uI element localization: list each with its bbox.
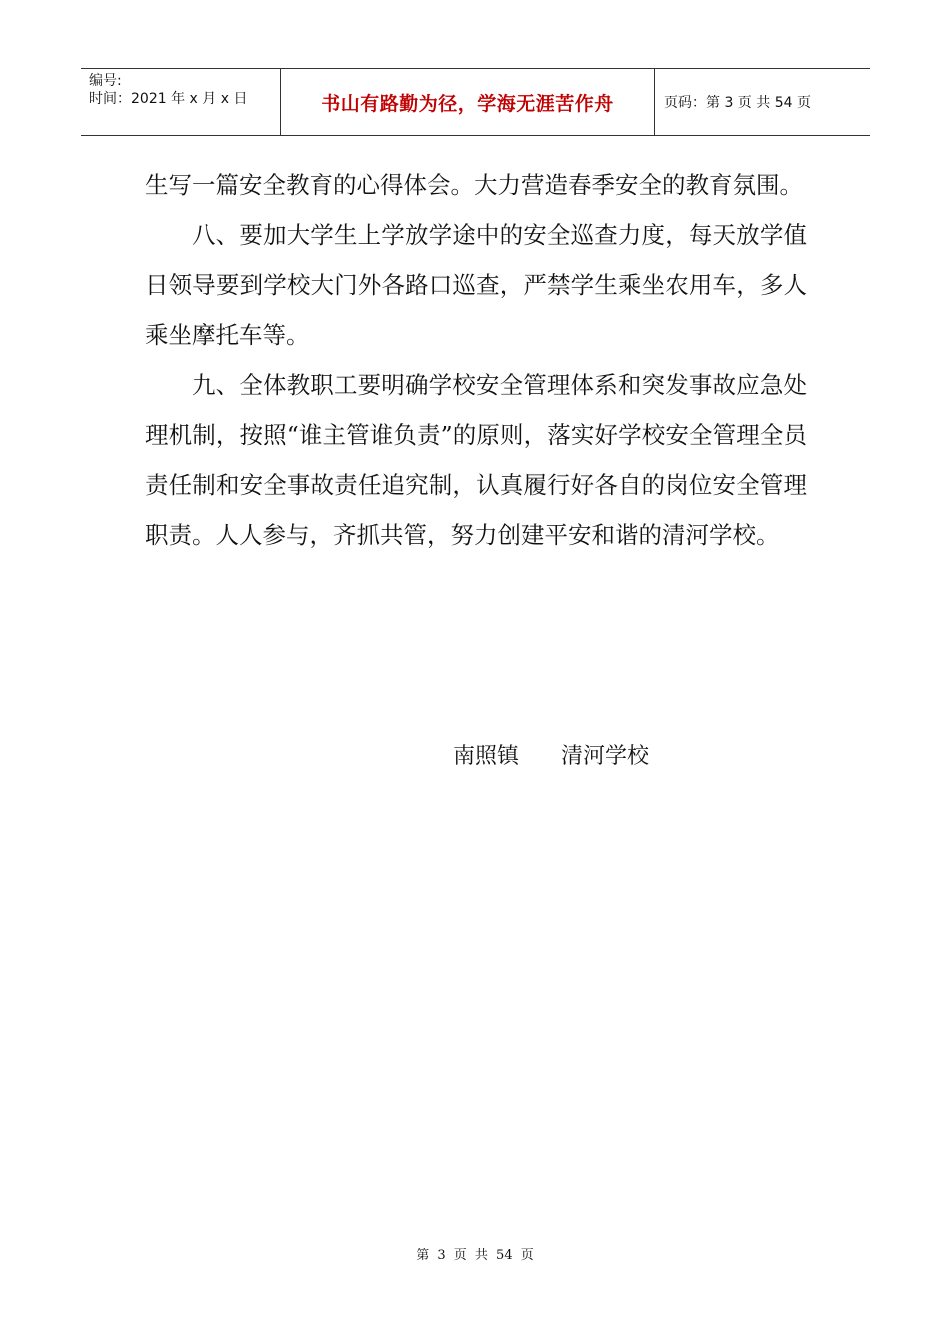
header-meta bbox=[81, 69, 281, 135]
document-number-label: 编号: bbox=[89, 73, 122, 89]
header-page-info: 页码：第 3 页 共 54 页 bbox=[664, 95, 811, 111]
page-header bbox=[81, 68, 870, 136]
document-body bbox=[145, 160, 807, 560]
paragraph-item-9: 九、全体教职工要明确学校安全管理体系和突发事故应急处理机制，按照“谁主管谁负责”的原则，落实好学校安全管理全员责任制和安全事故责任追究制，认真履行好各自的岗位安全管理职责。人人参与，齐抓共管，努力创建平安和谐的清河学校。 bbox=[145, 371, 807, 549]
paragraph-continuation: 生写一篇安全教育的心得体会。大力营造春季安全的教育氛围。 bbox=[145, 171, 803, 199]
header-page-info-cell bbox=[655, 69, 870, 135]
document-date: 时间：2021 年 x 月 x 日 bbox=[89, 91, 248, 107]
header-motto: 书山有路勤为径，学海无涯苦作舟 bbox=[321, 92, 614, 115]
header-motto-cell bbox=[281, 69, 655, 135]
signature-line: 南照镇 清河学校 bbox=[453, 744, 649, 769]
paragraph-item-8: 八、要加大学生上学放学途中的安全巡查力度，每天放学值日领导要到学校大门外各路口巡查，严禁学生乘坐农用车，多人乘坐摩托车等。 bbox=[145, 221, 807, 349]
page-footer: 第 3 页 共 54 页 bbox=[416, 1248, 534, 1263]
